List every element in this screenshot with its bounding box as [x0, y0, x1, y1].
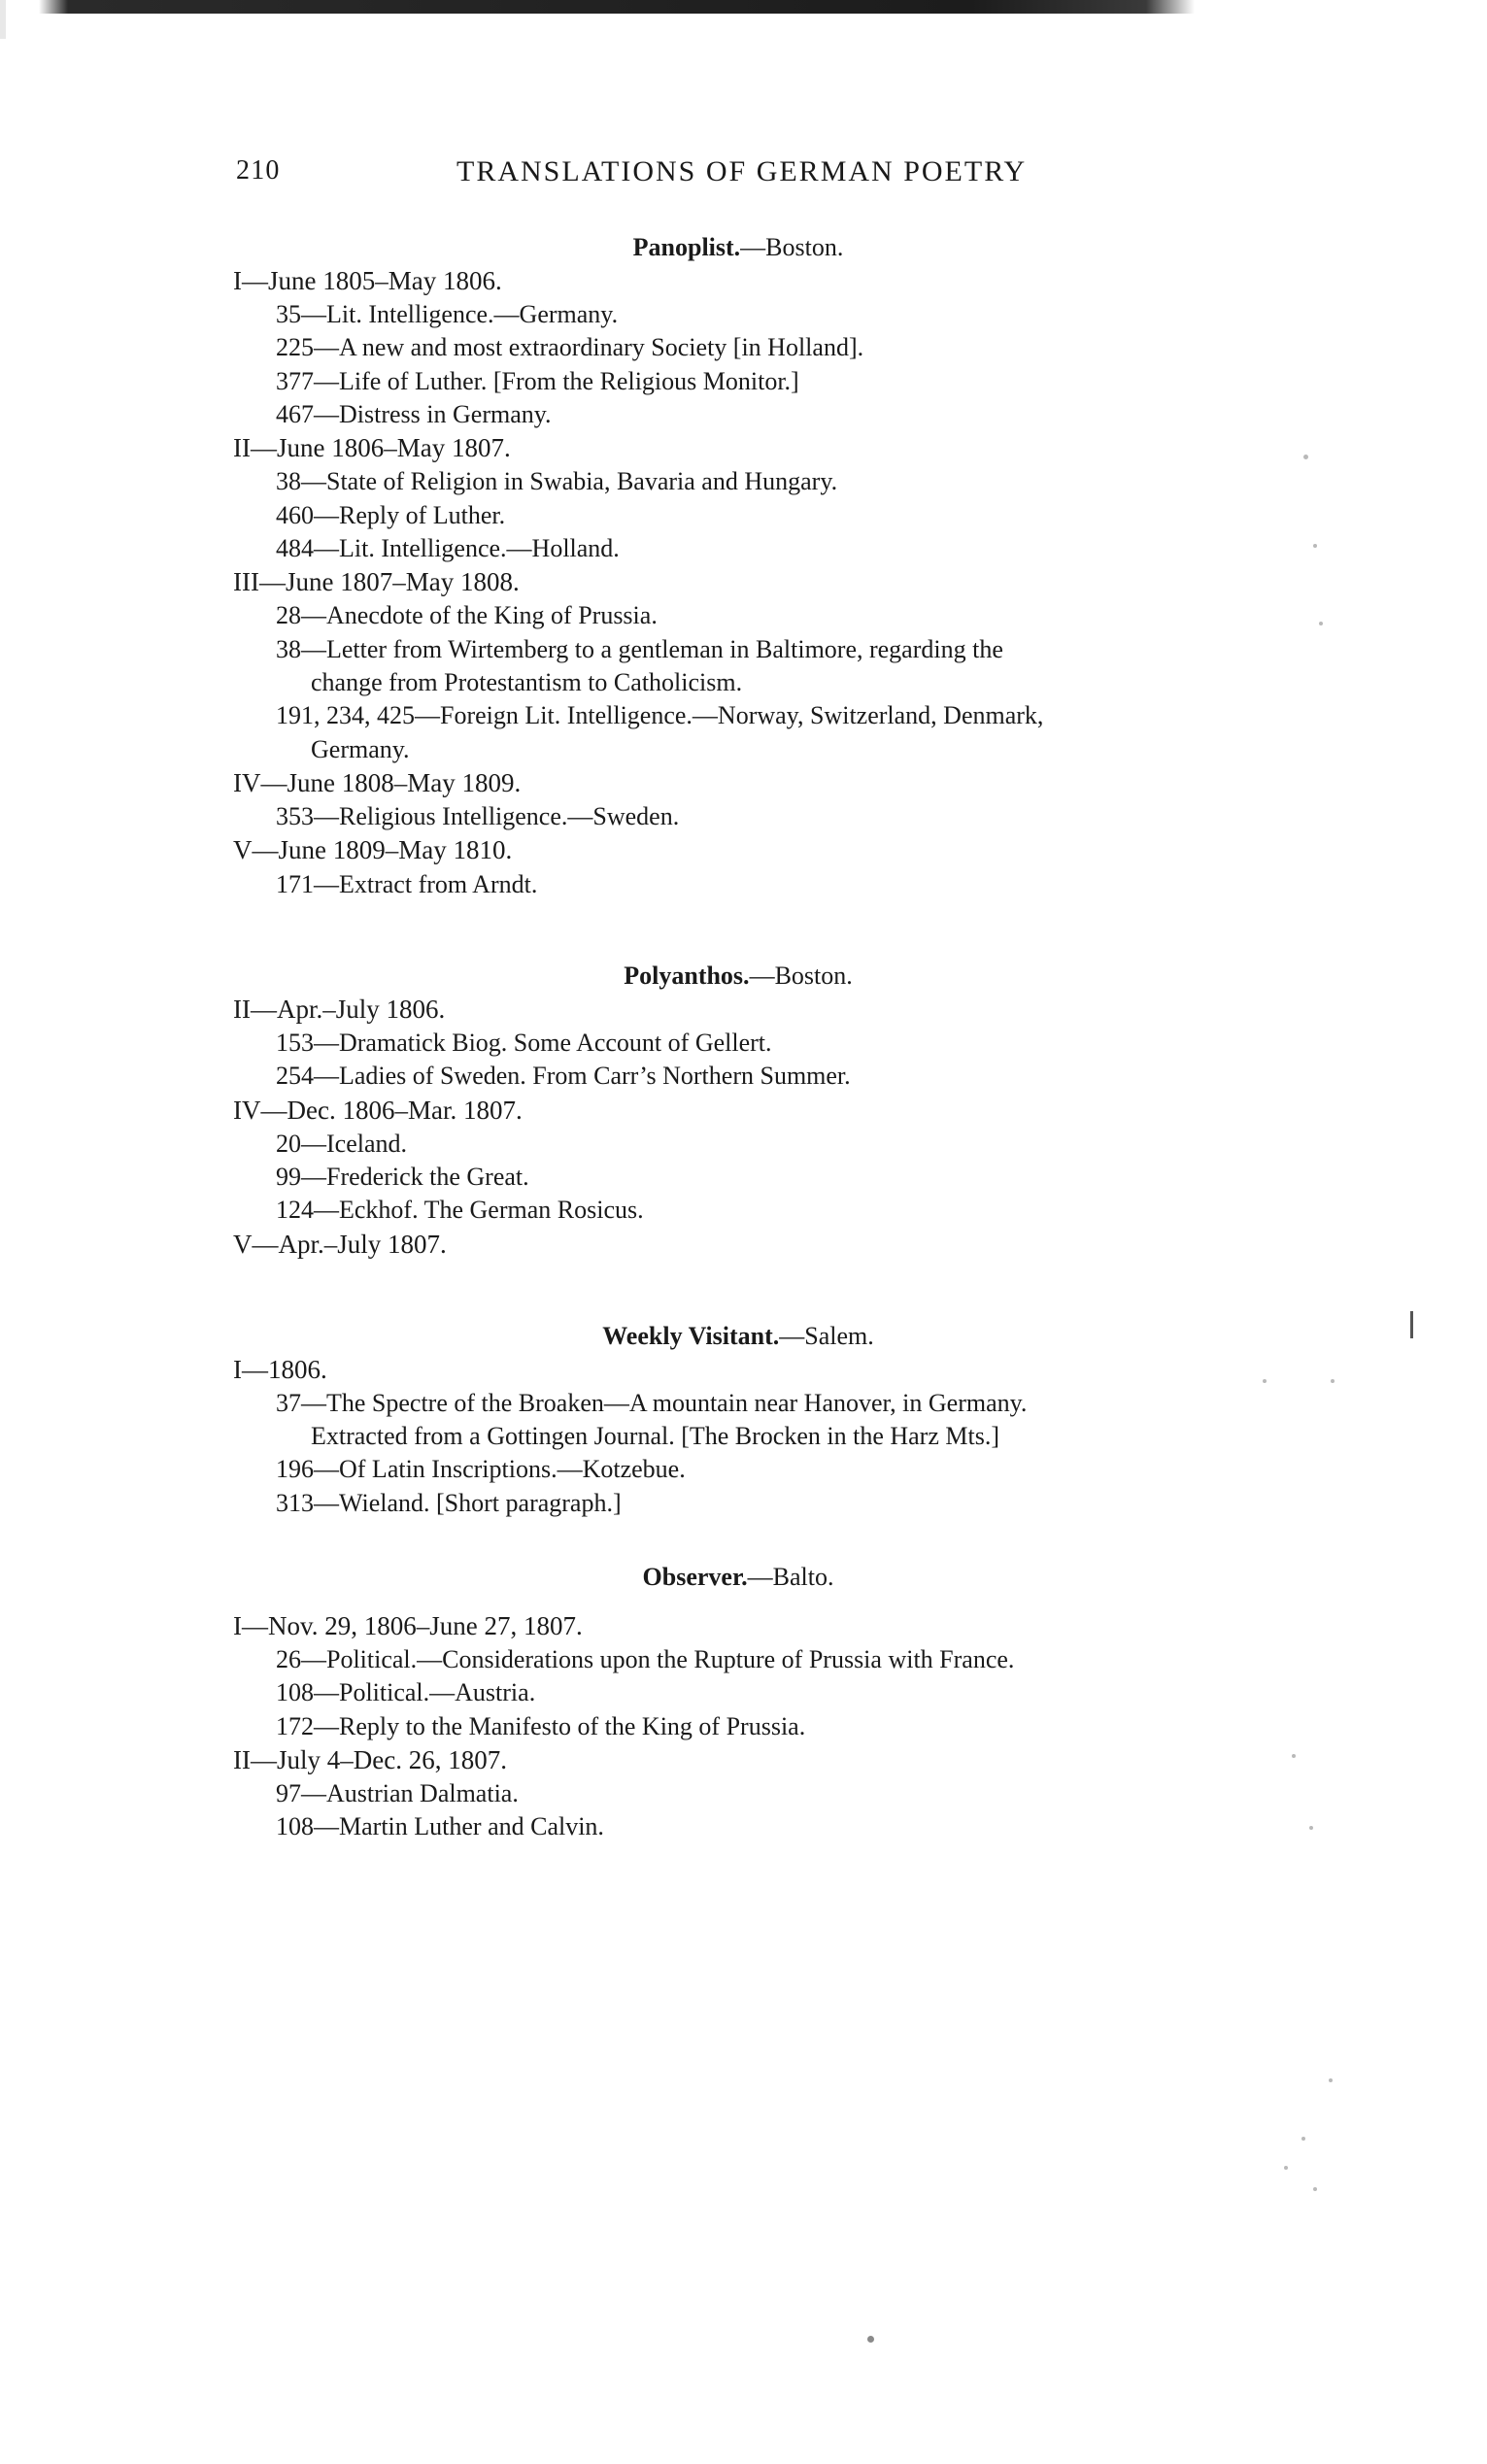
list-item: 254—Ladies of Sweden. From Carr’s Northern Summer. — [276, 1062, 851, 1091]
list-item-text: 38—Letter from Wirtemberg to a gentleman in Baltimore, regarding the — [276, 634, 1003, 663]
list-item: 124—Eckhof. The German Rosicus. — [276, 1196, 644, 1225]
section-title — [233, 1322, 1437, 1351]
list-item: 377—Life of Luther. [From the Religious Monitor.] — [276, 366, 799, 395]
section-observer — [233, 1563, 1437, 1844]
section-title-name: Weekly Visitant. — [602, 1321, 780, 1350]
volume-line: II—June 1806–May 1807. — [233, 433, 511, 463]
page-speck — [1313, 544, 1317, 548]
section-title — [233, 962, 1437, 991]
margin-mark — [1410, 1311, 1413, 1338]
list-item: 108—Political.—Austria. — [276, 1678, 536, 1707]
running-head: TRANSLATIONS OF GERMAN POETRY — [456, 155, 1028, 187]
section-title-place: —Salem. — [779, 1321, 874, 1350]
volume-line: II—July 4–Dec. 26, 1807. — [233, 1745, 507, 1775]
volume-line: IV—Dec. 1806–Mar. 1807. — [233, 1095, 523, 1125]
list-item: 38—State of Religion in Swabia, Bavaria and Hungary. — [276, 467, 838, 496]
page-speck — [867, 2336, 874, 2343]
page-speck — [1313, 2187, 1317, 2191]
volume-line: III—June 1807–May 1808. — [233, 567, 520, 597]
page-speck — [1319, 622, 1323, 625]
page-speck — [1331, 1379, 1335, 1383]
volume-line: I—Nov. 29, 1806–June 27, 1807. — [233, 1611, 583, 1641]
list-item: 460—Reply of Luther. — [276, 500, 506, 529]
page-speck — [1301, 2137, 1305, 2141]
list-item: 484—Lit. Intelligence.—Holland. — [276, 534, 620, 563]
section-title-place: —Balto. — [747, 1563, 834, 1592]
volume-line: V—Apr.–July 1807. — [233, 1229, 447, 1259]
volume-line: I—June 1805–May 1806. — [233, 266, 502, 295]
page-speck — [1263, 1379, 1267, 1383]
list-item: 313—Wieland. [Short paragraph.] — [276, 1488, 622, 1517]
section-gap — [233, 1520, 1437, 1563]
list-item: 171—Extract from Arndt. — [276, 869, 538, 898]
list-item: 26—Political.—Considerations upon the Rupture of Prussia with France. — [276, 1645, 1015, 1674]
section-gap — [233, 901, 1437, 962]
list-item: 97—Austrian Dalmatia. — [276, 1779, 519, 1808]
section-title-name: Observer. — [642, 1563, 748, 1592]
page-speck — [1309, 1826, 1313, 1830]
section-gap — [233, 1262, 1437, 1322]
list-item-text: 37—The Spectre of the Broaken—A mountain near Hanover, in Germany. — [276, 1388, 1028, 1417]
volume-line: V—June 1809–May 1810. — [233, 835, 513, 865]
list-item: 20—Iceland. — [276, 1129, 408, 1158]
list-item — [233, 699, 1437, 766]
list-item-continuation: Extracted from a Gottingen Journal. [The Brocken in the Harz Mts.] — [311, 1422, 999, 1451]
page-speck — [1292, 1754, 1296, 1758]
section-panoplist — [233, 233, 1437, 901]
section-title-name: Polyanthos. — [624, 961, 750, 990]
page-speck — [1303, 455, 1308, 459]
list-item: 353—Religious Intelligence.—Sweden. — [276, 802, 680, 831]
list-item-continuation: Germany. — [311, 734, 410, 763]
section-title-place: —Boston. — [749, 961, 853, 990]
section-title — [233, 233, 1437, 262]
page-speck — [1284, 2166, 1288, 2170]
section-weekly-visitant — [233, 1322, 1437, 1520]
list-item: 196—Of Latin Inscriptions.—Kotzebue. — [276, 1455, 686, 1484]
list-item — [233, 1387, 1437, 1454]
list-item: 99—Frederick the Great. — [276, 1162, 529, 1191]
list-item: 28—Anecdote of the King of Prussia. — [276, 601, 658, 630]
section-title-place: —Boston. — [740, 233, 844, 261]
page-header — [0, 155, 1487, 200]
page-body — [233, 233, 1437, 1844]
list-item: 153—Dramatick Biog. Some Account of Gellert. — [276, 1028, 772, 1057]
title-gap — [233, 1594, 1437, 1609]
list-item: 467—Distress in Germany. — [276, 400, 552, 429]
volume-line: II—Apr.–July 1806. — [233, 994, 446, 1024]
section-polyanthos — [233, 962, 1437, 1262]
list-item: 108—Martin Luther and Calvin. — [276, 1812, 604, 1841]
page-speck — [1329, 2078, 1333, 2082]
section-title — [233, 1563, 1437, 1592]
list-item-text: 191, 234, 425—Foreign Lit. Intelligence.—Norway, Switzerland, Denmark, — [276, 701, 1044, 730]
page-number: 210 — [236, 155, 281, 186]
list-item: 172—Reply to the Manifesto of the King of Prussia. — [276, 1711, 806, 1740]
list-item — [233, 633, 1437, 700]
section-title-name: Panoplist. — [632, 233, 741, 261]
list-item: 225—A new and most extraordinary Society [in Holland]. — [276, 333, 864, 362]
volume-line: IV—June 1808–May 1809. — [233, 768, 522, 798]
list-item-continuation: change from Protestantism to Catholicism. — [311, 668, 743, 697]
volume-line: I—1806. — [233, 1354, 327, 1384]
list-item: 35—Lit. Intelligence.—Germany. — [276, 300, 619, 329]
